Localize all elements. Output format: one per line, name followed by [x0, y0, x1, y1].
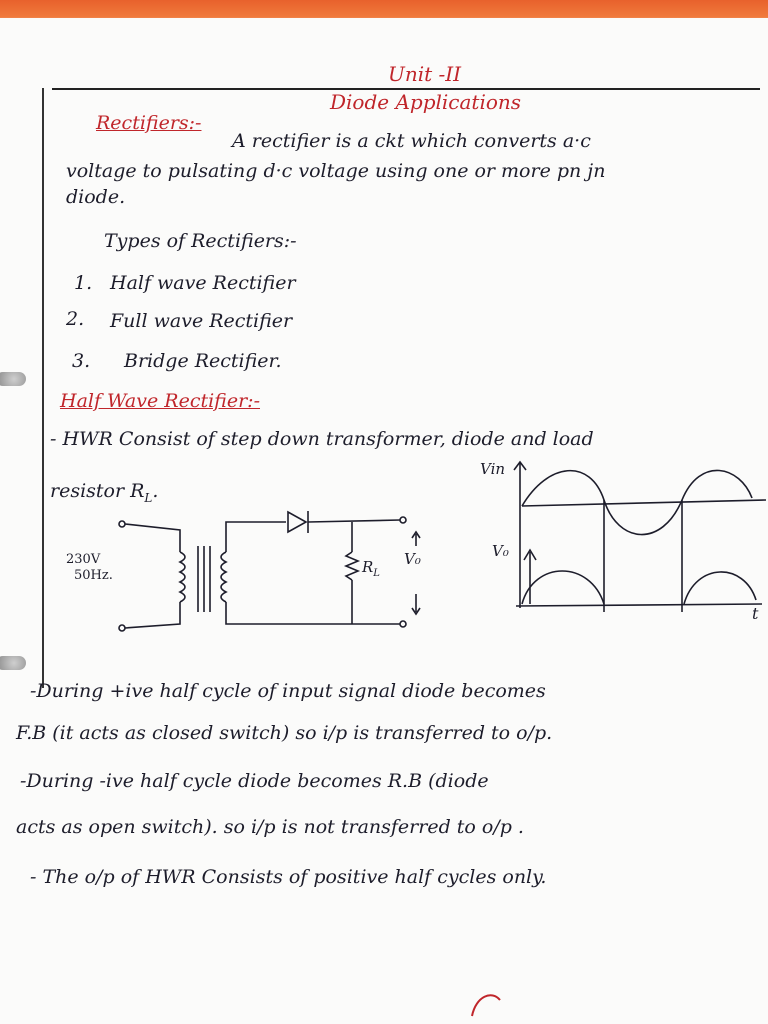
note-line-3: -During -ive half cycle diode becomes R.B (diode — [20, 770, 489, 792]
type-item-1: Half wave Rectifier — [110, 272, 296, 294]
unit-label: Unit -II — [388, 62, 462, 86]
note-line-2: F.B (it acts as closed switch) so i/p is transferred to o/p. — [16, 722, 553, 744]
load-label-r: R — [362, 558, 374, 576]
note-line-1: -During +ive half cycle of input signal diode becomes — [30, 680, 546, 702]
load-label-sub: L — [373, 568, 380, 579]
source-frequency: 50Hz. — [74, 568, 113, 583]
hwr-line-2-end: . — [152, 480, 159, 502]
vin-label: Vin — [480, 460, 506, 478]
note-line-4: acts as open switch). so i/p is not transferred to o/p . — [16, 816, 524, 838]
output-voltage-label: V₀ — [404, 550, 421, 568]
hwr-heading: Half Wave Rectifier:- — [60, 390, 260, 412]
time-label: t — [752, 604, 759, 623]
page-title: Diode Applications — [330, 90, 522, 114]
types-heading: Types of Rectifiers:- — [104, 230, 297, 252]
definition-line-3: diode. — [66, 186, 126, 208]
hwr-line-1: - HWR Consist of step down transformer, diode and load — [50, 428, 594, 450]
type-item-3: Bridge Rectifier. — [124, 350, 282, 372]
source-voltage: 230V — [66, 552, 101, 567]
red-pen-mark — [472, 995, 500, 1016]
hwr-line-2-sub: L — [144, 490, 153, 505]
definition-line-1: A rectifier is a ckt which converts a·c — [232, 130, 591, 152]
note-line-5: - The o/p of HWR Consists of positive half cycles only. — [30, 866, 547, 888]
definition-line-2: voltage to pulsating d·c voltage using one or more pn jn — [66, 160, 606, 182]
hwr-line-2-text: resistor R — [50, 480, 145, 502]
vo-label: V₀ — [492, 542, 509, 560]
type-num-3: 3. — [72, 350, 91, 372]
type-item-2: Full wave Rectifier — [110, 310, 293, 332]
type-num-1: 1. — [74, 272, 93, 294]
rectifiers-heading: Rectifiers:- — [96, 112, 202, 134]
type-num-2: 2. — [66, 308, 85, 330]
